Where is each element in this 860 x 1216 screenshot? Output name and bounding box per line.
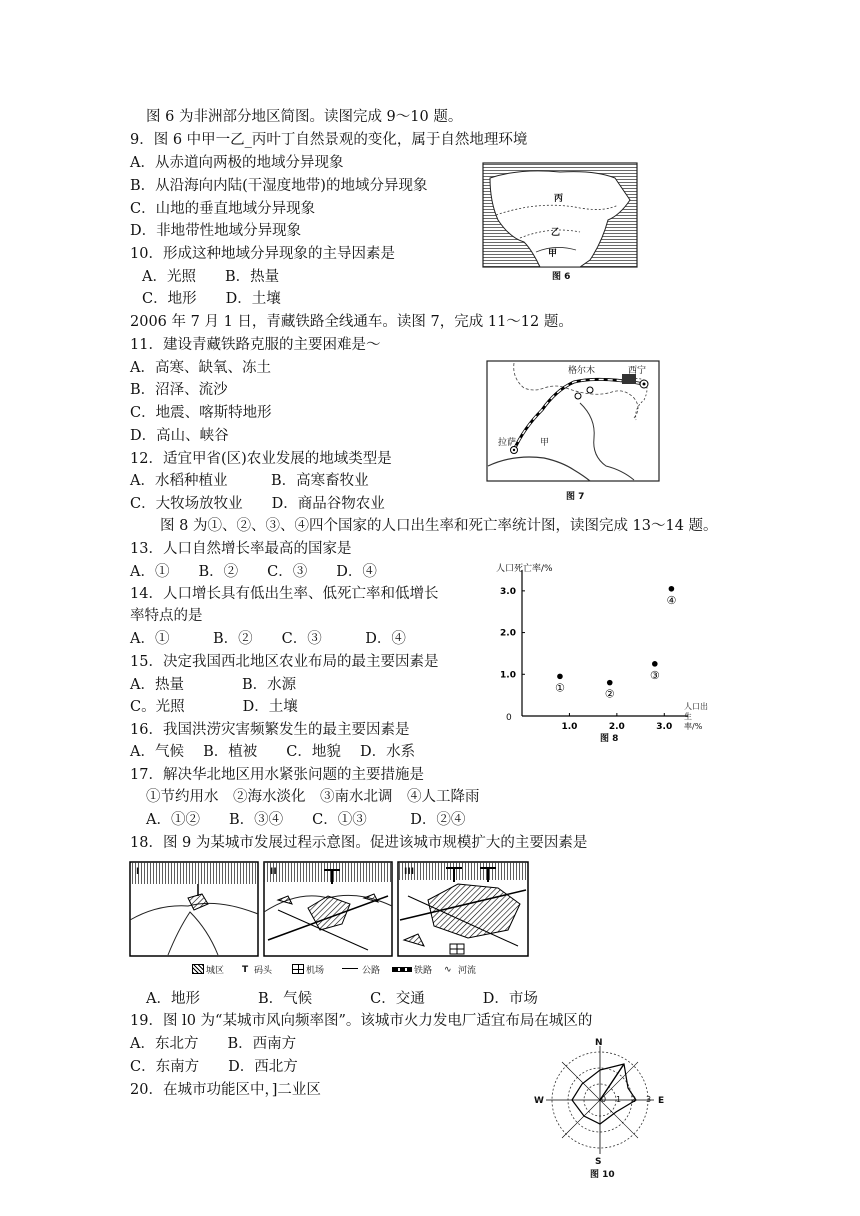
legend-railway: 铁路: [414, 966, 433, 976]
y-tick-label-1: 2.0: [500, 628, 516, 639]
fig6-label-jia: 甲: [548, 249, 558, 259]
fig8-ylabel: 人口死亡率/%: [496, 564, 553, 574]
data-point-label-1: ①: [555, 681, 565, 695]
question-14-cont: 率特点的是: [130, 608, 203, 624]
q11-option-b: B．沼泽、流沙: [130, 382, 228, 398]
legend-road-line: [342, 968, 358, 969]
wind-rose-ring-0: 0: [601, 1095, 607, 1104]
fig9-panel-1: I: [136, 867, 140, 877]
legend-road: 公路: [362, 966, 381, 976]
question-11: 11．建设青藏铁路克服的主要困难是～: [130, 337, 381, 353]
fig7-label-golmud: 格尔木: [568, 366, 596, 376]
legend-river-icon: ∿: [444, 965, 452, 975]
wind-rose-north: N: [595, 1038, 603, 1048]
population-scatter-plot: [488, 558, 708, 748]
fig9-panel-2: II: [270, 867, 277, 877]
q10-options-ab: A．光照 B．热量: [142, 269, 280, 285]
question-15: 15．决定我国西北地区农业布局的最主要因素是: [130, 654, 439, 670]
wind-rose-ring-3: 3: [646, 1095, 652, 1104]
q11-option-c: C．地震、喀斯特地形: [130, 405, 272, 421]
legend-city-swatch: [192, 964, 204, 974]
question-16: 16．我国洪涝灾害频繁发生的最主要因素是: [130, 722, 410, 738]
fig6-label-bing: 丙: [554, 194, 564, 204]
q12-options-cd: C．大牧场放牧业 D．商品谷物农业: [130, 496, 385, 512]
wind-rose-east: E: [658, 1096, 665, 1106]
x-tick-label-0: 1.0: [561, 722, 578, 732]
q18-options: A．地形 B．气候 C．交通 D．市场: [146, 991, 538, 1007]
legend-airport-icon: [292, 964, 304, 974]
q10-options-cd: C．地形 D．土壤: [142, 291, 281, 307]
intro-fig7: 2006 年 7 月 1 日，青藏铁路全线通车。读图 7，完成 11～12 题。: [130, 314, 573, 330]
q11-option-a: A．高寒、缺氧、冻土: [130, 360, 271, 376]
q9-option-b: B．从沿海向内陆(干湿度地带)的地域分异现象: [130, 178, 428, 194]
legend-dock: 码头: [254, 966, 273, 976]
fig7-label-jia: 甲: [540, 438, 550, 448]
fig9-panel-3: III: [404, 867, 415, 877]
q19-options-ab: A．东北方 B．西南方: [130, 1036, 297, 1052]
question-18: 18．图 9 为某城市发展过程示意图。促进该城市规模扩大的主要因素是: [130, 835, 588, 851]
fig9-legend: [192, 962, 532, 976]
data-point-2: [607, 680, 613, 686]
fig10-caption: 图 10: [590, 1170, 615, 1180]
legend-river: 河流: [458, 966, 477, 976]
fig7-label-lhasa: 拉萨: [498, 438, 517, 448]
fig8-xlabel: 人口出生率/%: [684, 702, 708, 731]
question-20: 20．在城市功能区中，]二业区: [130, 1082, 321, 1098]
q17-options: A．①② B．③④ C．①③ D．②④: [146, 812, 466, 828]
q17-measures: ①节约用水 ②海水淡化 ③南水北调 ④人工降雨: [146, 789, 480, 805]
fig7-caption: 图 7: [566, 492, 585, 502]
question-17: 17．解决华北地区用水紧张问题的主要措施是: [130, 767, 424, 783]
q16-options: A．气候 B．植被 C．地貌 D．水系: [130, 744, 416, 760]
q11-option-d: D．高山、峡谷: [130, 428, 229, 444]
fig6-label-yi: 乙: [551, 228, 561, 238]
question-9: 9．图 6 中甲一乙_丙叶丁自然景观的变化，属于自然地理环境: [130, 132, 528, 148]
data-point-label-4: ④: [666, 593, 677, 607]
city-development-panels: [128, 860, 530, 960]
q9-option-c: C．山地的垂直地域分异现象: [130, 201, 316, 217]
africa-map-drawing: [480, 160, 640, 280]
q19-options-cd: C．东南方 D．西北方: [130, 1059, 298, 1075]
y-tick-label-0: 1.0: [500, 670, 516, 681]
intro-fig6: 图 6 为非洲部分地区简图。读图完成 9～10 题。: [146, 109, 463, 125]
q15-options-ab: A．热量 B．水源: [130, 677, 297, 693]
fig7-label-xining: 西宁: [628, 366, 647, 376]
legend-dock-icon: T: [242, 965, 249, 975]
legend-airport: 机场: [306, 966, 325, 976]
question-19: 19．图 l0 为“某城市风向频率图”。该城市火力发电厂适宜布局在城区的: [130, 1013, 593, 1029]
data-point-4: [669, 586, 675, 592]
data-point-label-3: ③: [649, 668, 660, 682]
q12-options-ab: A．水稻种植业 B．高寒畜牧业: [130, 473, 369, 489]
legend-railway-line: [392, 967, 412, 972]
q9-option-a: A．从赤道向两极的地域分异现象: [130, 155, 344, 171]
intro-fig8: 图 8 为①、②、③、④四个国家的人口出生率和死亡率统计图，读图完成 13～14 题。: [160, 518, 718, 534]
question-12: 12．适宜甲省(区)农业发展的地域类型是: [130, 451, 392, 467]
wind-rose-south: S: [595, 1157, 602, 1167]
q13-options: A．① B．② C．③ D．④: [130, 564, 377, 580]
fig8-caption: 图 8: [600, 734, 619, 744]
wind-rose-ring-1: 1: [616, 1095, 622, 1104]
wind-rose-ring-2: 2: [631, 1095, 637, 1104]
data-point-1: [557, 674, 563, 680]
fig6-caption: 图 6: [552, 272, 571, 282]
figure-6-africa-map: [480, 160, 640, 280]
question-14: 14．人口增长具有低出生率、低死亡率和低增长: [130, 586, 439, 602]
data-point-label-2: ②: [604, 687, 615, 701]
figure-10-wind-rose: [532, 1036, 672, 1178]
wind-rose-west: W: [534, 1096, 544, 1106]
x-tick-label-1: 2.0: [608, 722, 625, 732]
y-tick-label-2: 3.0: [500, 586, 516, 597]
legend-city: 城区: [206, 966, 225, 976]
data-point-3: [652, 661, 658, 667]
x-tick-label-2: 3.0: [656, 722, 673, 732]
figure-9-city-development: [128, 860, 530, 980]
question-10: 10．形成这种地域分异现象的主导因素是: [130, 246, 395, 262]
question-13: 13．人口自然增长率最高的国家是: [130, 541, 352, 557]
q9-option-d: D．非地带性地域分异现象: [130, 223, 302, 239]
q14-options: A．① B．② C．③ D．④: [130, 631, 406, 647]
figure-7-railway-map: [484, 358, 664, 500]
fig8-origin: 0: [506, 713, 512, 723]
figure-8-population-chart: [488, 558, 708, 748]
q15-options-cd: C。光照 D．土壤: [130, 699, 298, 715]
